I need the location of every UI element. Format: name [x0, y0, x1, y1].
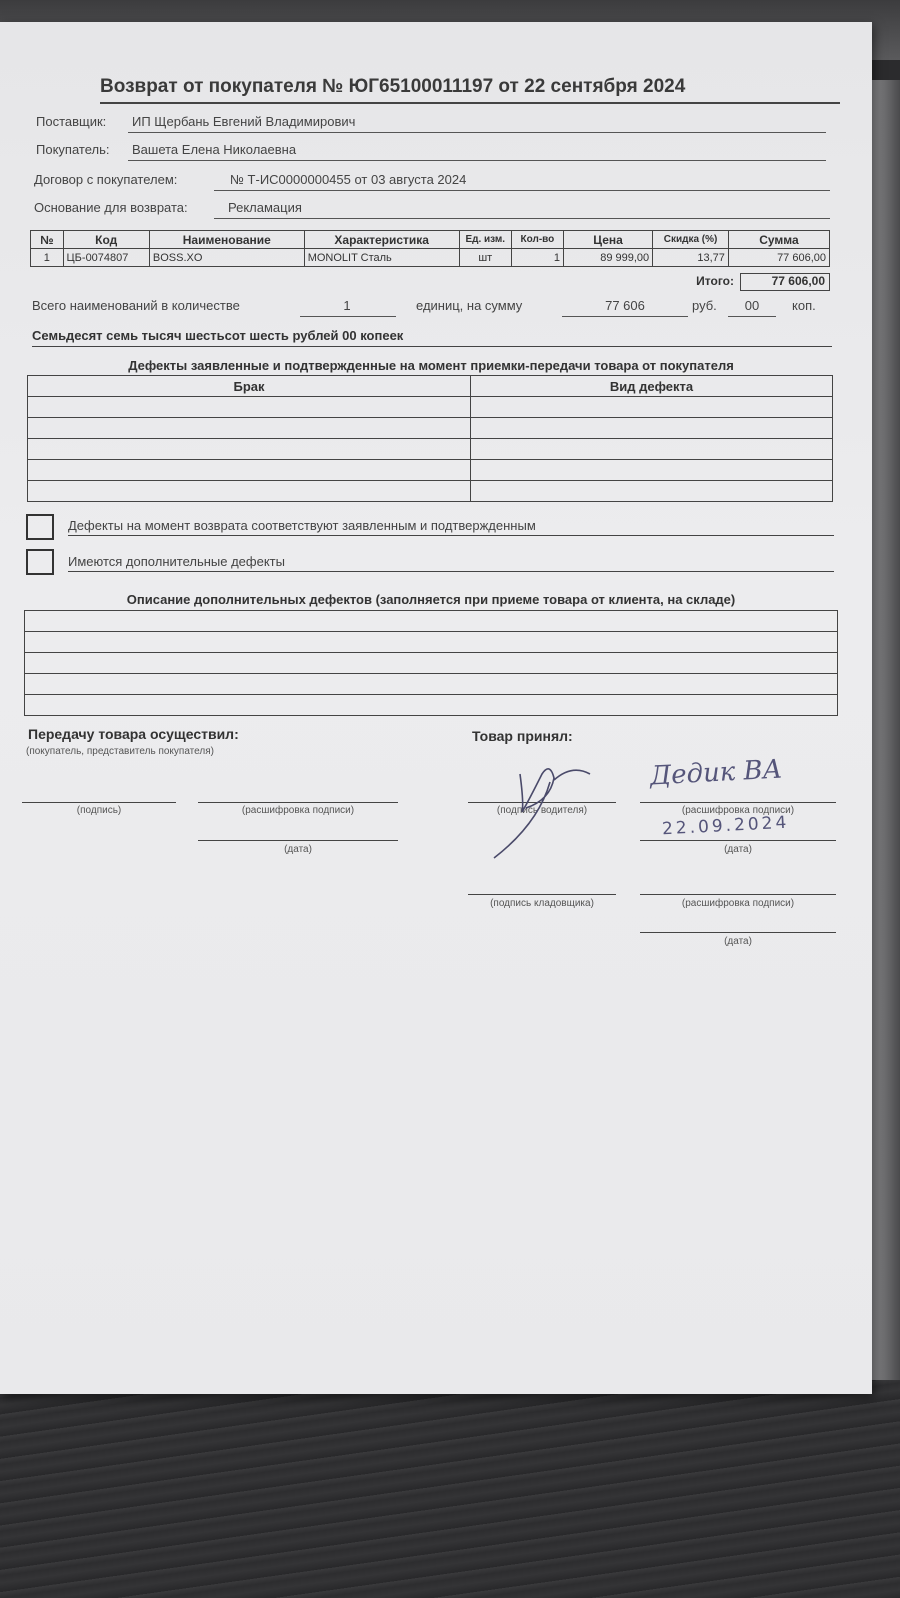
table-row — [28, 418, 833, 439]
table-row — [28, 460, 833, 481]
defect-cell[interactable] — [28, 397, 471, 418]
summary-count-label: Всего наименований в количестве — [32, 298, 240, 313]
summary-kop: 00 — [744, 298, 760, 313]
reason-underline — [214, 218, 830, 219]
items-header-row — [31, 231, 830, 249]
extra-defect-cell[interactable] — [25, 611, 838, 632]
col-characteristic: Характеристика — [304, 231, 459, 249]
reason-row — [34, 200, 830, 220]
col-defect: Брак — [28, 376, 471, 397]
driver-signature-caption: (подпись водителя) — [496, 805, 588, 816]
defect-type-cell[interactable] — [471, 439, 833, 460]
extra-defects-table — [24, 610, 838, 716]
contract-underline — [214, 190, 830, 191]
defects-header-row — [28, 376, 833, 397]
cell-discount: 13,77 — [653, 249, 729, 267]
table-row — [25, 674, 838, 695]
extra-defect-cell[interactable] — [25, 653, 838, 674]
extra-defect-cell[interactable] — [25, 632, 838, 653]
document-title: Возврат от покупателя № ЮГ65100011197 от 22 сентября 2024 — [100, 76, 840, 104]
col-qty: Кол-во — [511, 231, 563, 249]
col-discount: Скидка (%) — [653, 231, 729, 249]
buyer-signature-caption: (подпись) — [76, 805, 122, 816]
cell-number: 1 — [31, 249, 64, 267]
defect-cell[interactable] — [28, 460, 471, 481]
summary-units-label: единиц, на сумму — [416, 298, 523, 313]
defect-cell[interactable] — [28, 418, 471, 439]
handwritten-date: 22.09.2024 — [661, 812, 790, 840]
cell-code: ЦБ-0074807 — [63, 249, 149, 267]
handwritten-name: Дедик ВА — [649, 754, 784, 792]
buyer-value: Вашета Елена Николаевна — [132, 142, 297, 157]
extra-defect-cell[interactable] — [25, 674, 838, 695]
defects-table — [27, 375, 833, 502]
defects-match-checkbox[interactable] — [26, 514, 54, 540]
storekeeper-decode-line[interactable] — [640, 894, 836, 895]
summary-kop-underline — [728, 316, 776, 317]
reason-label: Основание для возврата: — [34, 200, 188, 215]
table-row — [31, 249, 830, 267]
col-number: № — [31, 231, 64, 249]
background-floor — [0, 1370, 900, 1598]
defects-match-label: Дефекты на момент возврата соответствуют заявленным и подтвержденным — [68, 518, 834, 536]
defect-type-cell[interactable] — [471, 460, 833, 481]
amount-in-words: Семьдесят семь тысяч шестьсот шесть рублей 00 копеек — [32, 328, 832, 347]
col-defect-type: Вид дефекта — [471, 376, 833, 397]
receiver-decode-line[interactable] — [640, 802, 836, 803]
document-sheet — [0, 22, 872, 1394]
buyer-underline — [128, 160, 826, 161]
total-label: Итого: — [696, 274, 734, 288]
contract-value: № Т-ИС0000000455 от 03 августа 2024 — [230, 172, 467, 187]
defect-cell[interactable] — [28, 481, 471, 502]
paper-stack-edge — [872, 80, 900, 1380]
transfer-subtitle: (покупатель, представитель покупателя) — [26, 746, 214, 757]
storekeeper-date-caption: (дата) — [724, 936, 752, 947]
items-table — [30, 230, 830, 267]
table-row — [28, 397, 833, 418]
receiver-decode-caption: (расшифровка подписи) — [681, 805, 795, 816]
transfer-title: Передачу товара осуществил: — [28, 726, 239, 742]
contract-row — [34, 172, 830, 192]
table-row — [25, 611, 838, 632]
cell-price: 89 999,00 — [563, 249, 652, 267]
defect-cell[interactable] — [28, 439, 471, 460]
supplier-label: Поставщик: — [36, 114, 107, 129]
handwritten-signature-icon — [480, 734, 610, 864]
summary-kop-label: коп. — [792, 298, 816, 313]
receiver-date-caption: (дата) — [724, 844, 752, 855]
storekeeper-signature-caption: (подпись кладовщика) — [490, 898, 594, 909]
cell-unit: шт — [459, 249, 511, 267]
storekeeper-date-line[interactable] — [640, 932, 836, 933]
table-row — [25, 653, 838, 674]
storekeeper-decode-caption: (расшифровка подписи) — [681, 898, 795, 909]
supplier-underline — [128, 132, 826, 133]
cell-characteristic: MONOLIT Сталь — [304, 249, 459, 267]
buyer-decode-caption: (расшифровка подписи) — [241, 805, 355, 816]
supplier-row — [36, 114, 826, 134]
reason-value: Рекламация — [228, 200, 302, 215]
table-row — [28, 481, 833, 502]
cell-name: BOSS.XO — [149, 249, 304, 267]
defect-type-cell[interactable] — [471, 397, 833, 418]
summary-rub-label: руб. — [692, 298, 717, 313]
cell-sum: 77 606,00 — [728, 249, 829, 267]
additional-defects-checkbox[interactable] — [26, 549, 54, 575]
summary-count-underline — [300, 316, 396, 317]
storekeeper-signature-line[interactable] — [468, 894, 616, 895]
additional-defects-label: Имеются дополнительные дефекты — [68, 554, 834, 572]
col-name: Наименование — [149, 231, 304, 249]
cell-qty: 1 — [511, 249, 563, 267]
col-unit: Ед. изм. — [459, 231, 511, 249]
summary-count: 1 — [343, 298, 351, 313]
contract-label: Договор с покупателем: — [34, 172, 178, 187]
defect-type-cell[interactable] — [471, 418, 833, 439]
table-row — [28, 439, 833, 460]
received-title: Товар принял: — [472, 728, 573, 744]
summary-amount-underline — [562, 316, 688, 317]
summary-amount: 77 606 — [605, 298, 645, 313]
extra-defect-cell[interactable] — [25, 695, 838, 716]
col-code: Код — [63, 231, 149, 249]
receiver-date-line[interactable] — [640, 840, 836, 841]
table-row — [25, 632, 838, 653]
summary-row — [32, 298, 832, 320]
buyer-row — [36, 142, 826, 162]
extra-defects-title: Описание дополнительных дефектов (заполняется при приеме товара от клиента, на складе) — [126, 592, 736, 607]
col-price: Цена — [563, 231, 652, 249]
buyer-date-caption: (дата) — [284, 844, 312, 855]
table-row — [25, 695, 838, 716]
buyer-date-line[interactable] — [198, 840, 398, 841]
buyer-signature-line[interactable] — [22, 802, 176, 803]
supplier-value: ИП Щербань Евгений Владимирович — [132, 114, 356, 129]
buyer-label: Покупатель: — [36, 142, 110, 157]
defect-type-cell[interactable] — [471, 481, 833, 502]
defects-title: Дефекты заявленные и подтвержденные на момент приемки-передачи товара от покупателя — [128, 358, 734, 373]
col-sum: Сумма — [728, 231, 829, 249]
total-value: 77 606,00 — [740, 273, 830, 291]
buyer-decode-line[interactable] — [198, 802, 398, 803]
